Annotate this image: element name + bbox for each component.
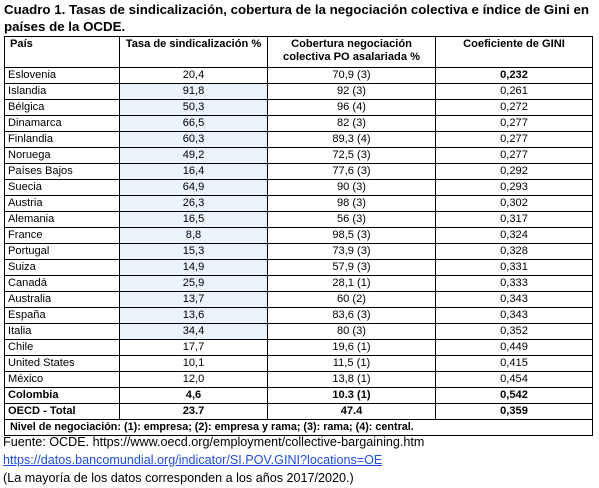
- cell-country: Noruega: [5, 148, 120, 164]
- table-row: [5, 324, 593, 340]
- cell-rate: 26,3: [120, 196, 268, 212]
- table-row: [5, 372, 593, 388]
- cell-rate: 15,3: [120, 244, 268, 260]
- cell-coverage: 70,9 (3): [268, 68, 436, 84]
- oecd-table: [4, 36, 593, 436]
- table-row: [5, 356, 593, 372]
- cell-country: Chile: [5, 340, 120, 356]
- table-row: [5, 340, 593, 356]
- world-bank-link[interactable]: https://datos.bancomundial.org/indicator/SI.POV.GINI?locations=OE: [3, 453, 383, 467]
- cell-gini: 0,293: [436, 180, 593, 196]
- cell-rate: 12,0: [120, 372, 268, 388]
- cell-gini: 0,415: [436, 356, 593, 372]
- cell-country: Eslovenia: [5, 68, 120, 84]
- cell-rate: 91,8: [120, 84, 268, 100]
- cell-coverage: 19,6 (1): [268, 340, 436, 356]
- source-line: Fuente: OCDE. https://www.oecd.org/employment/collective-bargaining.htm: [3, 435, 425, 449]
- cell-gini: 0,542: [436, 388, 593, 404]
- table-row: [5, 308, 593, 324]
- table-row: [5, 276, 593, 292]
- table-row: [5, 196, 593, 212]
- cell-gini: 0,359: [436, 404, 593, 420]
- cell-gini: 0,343: [436, 292, 593, 308]
- cell-gini: 0,232: [436, 68, 593, 84]
- cell-rate: 66,5: [120, 116, 268, 132]
- cell-country: México: [5, 372, 120, 388]
- cell-country: Alemania: [5, 212, 120, 228]
- table-row: [5, 148, 593, 164]
- table-row: [5, 292, 593, 308]
- cell-coverage: 80 (3): [268, 324, 436, 340]
- header-coverage: Cobertura negociación colectiva PO asalariada %: [268, 37, 436, 68]
- cell-gini: 0,277: [436, 116, 593, 132]
- cell-gini: 0,302: [436, 196, 593, 212]
- bargaining-level-note: Nivel de negociación: (1): empresa; (2): empresa y rama; (3): rama; (4): central.: [5, 420, 593, 436]
- cell-coverage: 11,5 (1): [268, 356, 436, 372]
- cell-country: Islandia: [5, 84, 120, 100]
- cell-coverage: 82 (3): [268, 116, 436, 132]
- years-remark: (La mayoría de los datos corresponden a los años 2017/2020.): [3, 471, 354, 485]
- table-row: [5, 228, 593, 244]
- cell-rate: 16,5: [120, 212, 268, 228]
- cell-coverage: 98,5 (3): [268, 228, 436, 244]
- cell-coverage: 77,6 (3): [268, 164, 436, 180]
- cell-gini: 0,324: [436, 228, 593, 244]
- cell-rate: 23.7: [120, 404, 268, 420]
- cell-country: OECD - Total: [5, 404, 120, 420]
- cell-country: Dinamarca: [5, 116, 120, 132]
- cell-rate: 49,2: [120, 148, 268, 164]
- cell-country: France: [5, 228, 120, 244]
- cell-coverage: 96 (4): [268, 100, 436, 116]
- cell-coverage: 57,9 (3): [268, 260, 436, 276]
- oecd-total-row: [5, 404, 593, 420]
- cell-rate: 64,9: [120, 180, 268, 196]
- table-caption: Cuadro 1. Tasas de sindicalización, cobertura de la negociación colectiva e índice de Gini en países de la OCDE.: [4, 2, 589, 34]
- table-row: [5, 116, 593, 132]
- cell-rate: 13,7: [120, 292, 268, 308]
- cell-rate: 13,6: [120, 308, 268, 324]
- cell-coverage: 73,9 (3): [268, 244, 436, 260]
- table-row: [5, 244, 593, 260]
- cell-coverage: 47.4: [268, 404, 436, 420]
- table-row: [5, 84, 593, 100]
- cell-gini: 0,277: [436, 148, 593, 164]
- cell-rate: 17,7: [120, 340, 268, 356]
- table-header-row: [5, 37, 593, 68]
- cell-coverage: 98 (3): [268, 196, 436, 212]
- cell-country: Bélgica: [5, 100, 120, 116]
- table-row: [5, 260, 593, 276]
- cell-country: Portugal: [5, 244, 120, 260]
- cell-rate: 4,6: [120, 388, 268, 404]
- cell-rate: 10,1: [120, 356, 268, 372]
- table-row: [5, 164, 593, 180]
- cell-coverage: 83,6 (3): [268, 308, 436, 324]
- cell-rate: 20,4: [120, 68, 268, 84]
- cell-country: España: [5, 308, 120, 324]
- table-row: [5, 100, 593, 116]
- cell-coverage: 13,8 (1): [268, 372, 436, 388]
- header-country: País: [5, 37, 120, 68]
- cell-rate: 50,3: [120, 100, 268, 116]
- header-gini: Coeficiente de GINI: [436, 37, 593, 68]
- footer: [3, 433, 598, 487]
- cell-country: Países Bajos: [5, 164, 120, 180]
- cell-country: Colombia: [5, 388, 120, 404]
- cell-country: Austria: [5, 196, 120, 212]
- cell-coverage: 10.3 (1): [268, 388, 436, 404]
- cell-gini: 0,454: [436, 372, 593, 388]
- cell-rate: 14,9: [120, 260, 268, 276]
- cell-country: Australia: [5, 292, 120, 308]
- cell-rate: 34,4: [120, 324, 268, 340]
- cell-coverage: 60 (2): [268, 292, 436, 308]
- cell-gini: 0,352: [436, 324, 593, 340]
- cell-gini: 0,272: [436, 100, 593, 116]
- cell-country: Suiza: [5, 260, 120, 276]
- cell-gini: 0,449: [436, 340, 593, 356]
- cell-rate: 16,4: [120, 164, 268, 180]
- cell-gini: 0,328: [436, 244, 593, 260]
- cell-gini: 0,261: [436, 84, 593, 100]
- cell-gini: 0,317: [436, 212, 593, 228]
- table-body: [5, 68, 593, 388]
- cell-rate: 60,3: [120, 132, 268, 148]
- cell-gini: 0,343: [436, 308, 593, 324]
- table-row: [5, 68, 593, 84]
- cell-country: Canadá: [5, 276, 120, 292]
- colombia-row: [5, 388, 593, 404]
- cell-country: Suecia: [5, 180, 120, 196]
- cell-country: Italia: [5, 324, 120, 340]
- cell-coverage: 89,3 (4): [268, 132, 436, 148]
- cell-gini: 0,331: [436, 260, 593, 276]
- table-row: [5, 212, 593, 228]
- cell-coverage: 56 (3): [268, 212, 436, 228]
- cell-coverage: 92 (3): [268, 84, 436, 100]
- table-row: [5, 180, 593, 196]
- cell-gini: 0,292: [436, 164, 593, 180]
- cell-gini: 0,333: [436, 276, 593, 292]
- cell-coverage: 90 (3): [268, 180, 436, 196]
- cell-gini: 0,277: [436, 132, 593, 148]
- header-rate: Tasa de sindicalización %: [120, 37, 268, 68]
- cell-coverage: 28,1 (1): [268, 276, 436, 292]
- cell-coverage: 72,5 (3): [268, 148, 436, 164]
- cell-country: Finlandia: [5, 132, 120, 148]
- cell-country: United States: [5, 356, 120, 372]
- cell-rate: 25,9: [120, 276, 268, 292]
- table-row: [5, 132, 593, 148]
- cell-rate: 8,8: [120, 228, 268, 244]
